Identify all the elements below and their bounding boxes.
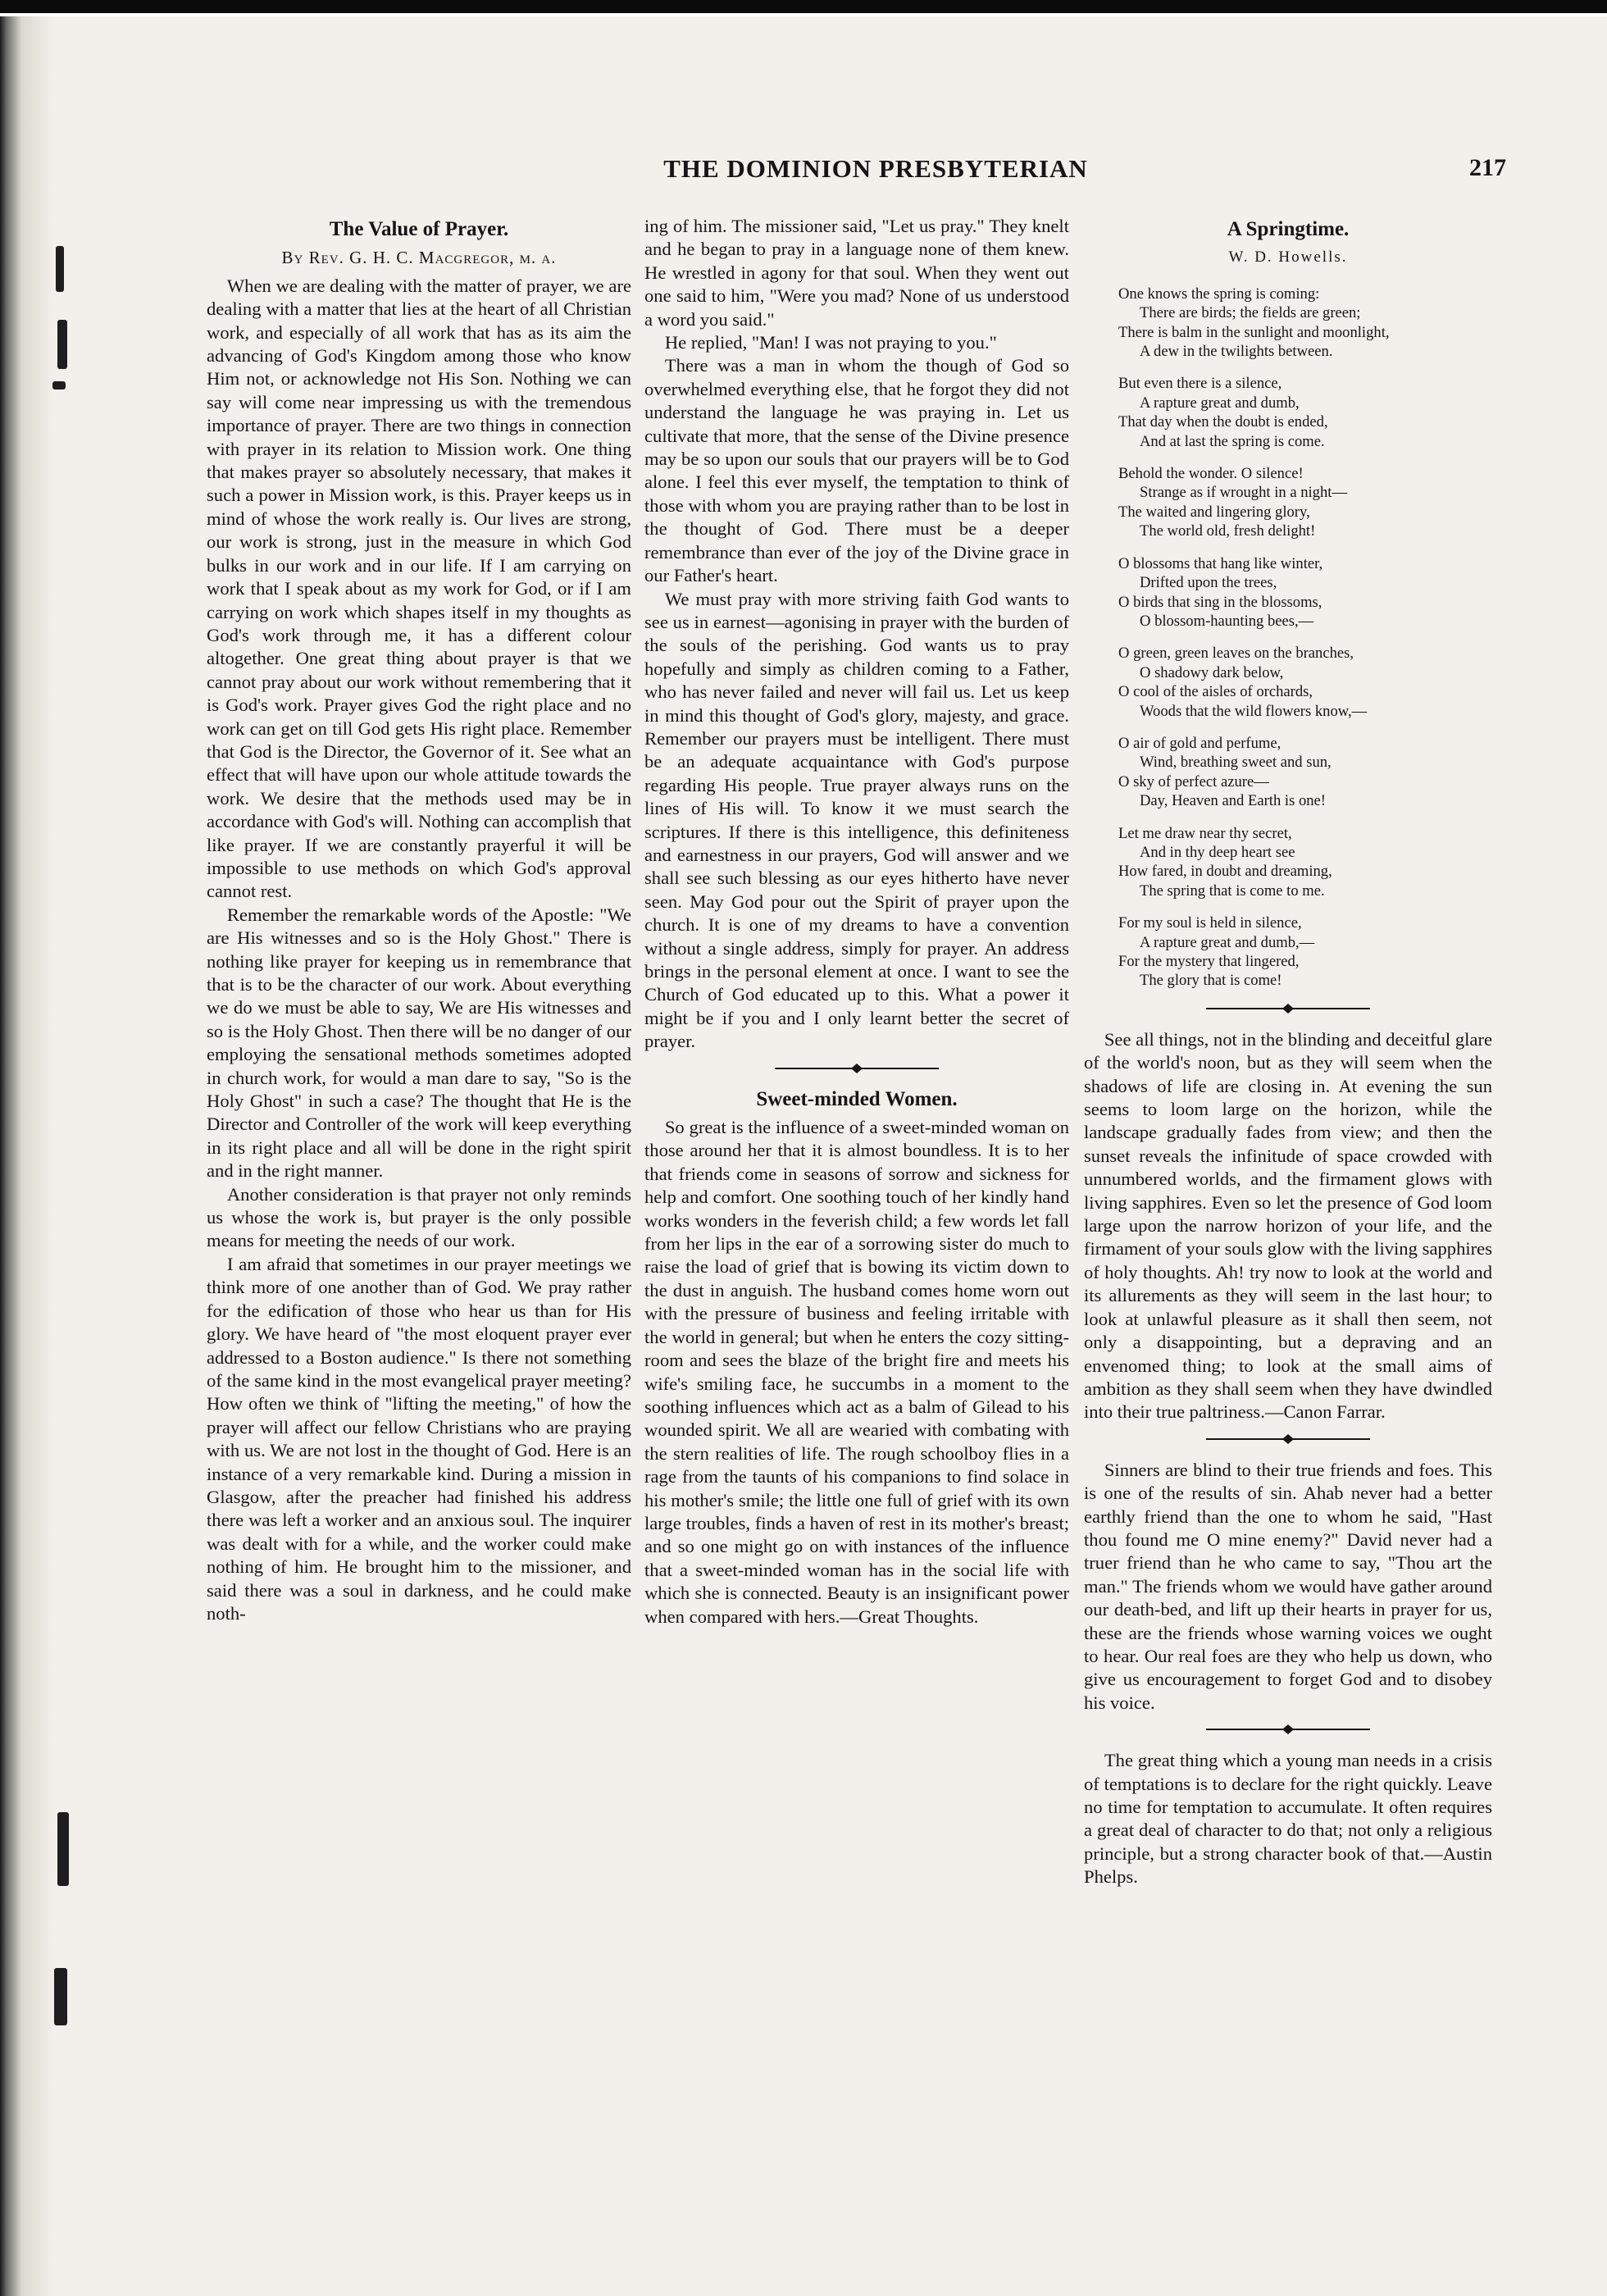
poem-line: How fared, in doubt and dreaming,	[1118, 863, 1332, 881]
poem-stanza	[1118, 285, 1492, 362]
article-paragraph: Sinners are blind to their true friends and foes. This is one of the results of sin. Ahab never had a better earthly friend than the one to whom he said, "Hast thou found me O mine enemy?" David never had a truer friend than he who came to say, "Thou art the man." The friends whom we would have gather around our death-bed, and lift up their hearts in prayer for us, these are the friends whose warning voices we ought to hear. Our real foes are they who help us down, who give us encouragement to forget God and to disobey his voice.	[1084, 1459, 1492, 1713]
binding-mark	[57, 320, 67, 369]
article-title: Sweet-minded Women.	[756, 1087, 958, 1110]
article-paragraph: Another consideration is that prayer not only reminds us whose the work is, but prayer is the only possible means for meeting the needs of our work.	[207, 1183, 631, 1251]
poem-line: A dew in the twilights between.	[1140, 343, 1333, 361]
article-paragraph: Remember the remarkable words of the Apostle: "We are His witnesses and so is the Holy Ghost." There is nothing like prayer for keeping us in remembrance that that is to be the character of our work. About everything we do we must be able to say, We are His witnesses and so is the Holy Ghost. Then there will be no danger of our employing the sensational methods sometimes adopted in church work, for would a man dare to say, "So is the Holy Ghost" in such a case? The thought that He is the Director and Controller of the work will keep everything in its right place and all will be done in the right spirit and in the right manner.	[207, 904, 631, 1182]
poem-line: That day when the doubt is ended,	[1118, 413, 1328, 431]
article-paragraph: He replied, "Man! I was not praying to you."	[664, 332, 997, 353]
poem-line: The glory that is come!	[1140, 972, 1282, 990]
column-2	[644, 215, 1069, 1629]
poem-line: The world old, fresh delight!	[1140, 522, 1316, 540]
article-paragraph: See all things, not in the blinding and deceitful glare of the world's noon, but as they will seem when the shadows of life are closing in. At evening the sun seems to loom large on the horizon, while the landscape gradually fades from view; and then the sunset reveals the infinitude of space crowded with unnumbered worlds, and the firmament glows with living sapphires. Even so let the presence of God loom large upon the narrow horizon of your life, and the firmament of your souls glow with the living sapphires of holy thoughts. Ah! try now to look at the world and its allurements as they will seem in the last hour; to look at unlawful pleasure as it shall then seem, not only a disappointing, but a depraving and an envenomed thing; to look at the small aims of ambition as they shall seem when they have dwindled into their true paltriness.—Canon Farrar.	[1084, 1028, 1492, 1423]
ornamental-rule	[775, 1064, 939, 1073]
poem-line: And at last the spring is come.	[1140, 432, 1325, 450]
article-paragraph: There was a man in whom the though of God so overwhelmed everything else, that he forgot they did not understand the language he was praying in. Let us cultivate that more, that the sense of the Divine presence may be so upon our souls that our prayers will be to God alone. I feel this ever myself, the temptation to think of those with whom you are praying rather than to be lost in the thought of God. There must be a deeper remembrance than ever of the joy of the Divine grace in our Father's heart.	[644, 355, 1069, 586]
poem-line: Let me draw near thy secret,	[1118, 824, 1292, 842]
poem-line: O air of gold and perfume,	[1118, 734, 1282, 752]
poem-line: And in thy deep heart see	[1140, 843, 1295, 861]
article-paragraph: The great thing which a young man needs in a crisis of temptations is to declare for the right quickly. Leave no time for temptation to accumulate. It often requires a great deal of character to do that; not only a religious principle, but a strong character book of that.—Austin Phelps.	[1084, 1750, 1492, 1888]
poem-line: O cool of the aisles of orchards,	[1118, 683, 1313, 701]
poem-line: Strange as if wrought in a night—	[1140, 484, 1348, 502]
article-paragraph: We must pray with more striving faith God wants to see us in earnest—agonising in prayer with the burden of the souls of the perishing. God wants us to pray hopefully and simply as children coming to a Father, who has never failed and never will fail us. Let us keep in mind this thought of God's glory, majesty, and grace. Remember our prayers must be intelligent. There must be an adequate acquaintance with God's purpose regarding His people. True prayer always runs on the lines of His will. To know it we must search the scriptures. If there is this intelligence, this definiteness and earnestness in our prayers, God will answer and we shall see such blessing as our eyes hitherto have never seen. May God pour out the Spirit of prayer upon the church. It is one of my dreams to have a convention without a single address, simply for prayer. An address brings in the personal element at once. I want to see the Church of God educated up to this. What a power it might be if you and I only learnt better the secret of prayer.	[644, 588, 1069, 1052]
poem-line: Drifted upon the trees,	[1140, 574, 1277, 592]
article-paragraph: When we are dealing with the matter of prayer, we are dealing with a matter that lies at the heart of all Christian work, and especially of all work that has as its aim the advancing of God's Kingdom among those who know Him not, or acknowledge not His Son. Nothing we can say will come near impressing us with the tremendous importance of prayer. There are two things in connection with prayer in its relation to Mission work. One thing that makes prayer so absolutely necessary, that makes it such a power in Mission work, is this. Prayer keeps us in mind of whose the work really is. Our lives are strong, our work is strong, just in the measure in which God bulks in our work and in our life. If I am carrying on work that I speak about as my work for God, or if I am carrying on work which shapes itself in my thoughts as God's work through me, it has a different colour altogether. One great thing about prayer is that we cannot pray about our work without remembering that it is God's work. Prayer gives God the right place and no work can get on till God gets His right place. Remember that God is the Director, the Governor of it. See what an effect that will have upon our whole attitude towards the work. We desire that the methods used may be in accordance with God's will. Nothing can accomplish that like prayer. If we are constantly prayerful it will be impossible to use methods on which God's approval cannot rest.	[207, 275, 631, 902]
article-paragraph: ing of him. The missioner said, "Let us pray." They knelt and he began to pray in a language none of them knew. He wrestled in agony for that soul. When they went out one said to him, "Were you mad? None of us understood a word you said."	[644, 216, 1069, 330]
poem-line: Woods that the wild flowers know,—	[1140, 702, 1368, 720]
poem-line: Day, Heaven and Earth is one!	[1140, 792, 1326, 810]
poem-line: O blossoms that hang like winter,	[1118, 554, 1323, 572]
poem-line: There are birds; the fields are green;	[1140, 304, 1361, 322]
poem-line: O shadowy dark below,	[1140, 663, 1284, 681]
poem-stanza	[1118, 734, 1492, 811]
poem-line: One knows the spring is coming:	[1118, 285, 1320, 303]
ornamental-rule	[1206, 1004, 1370, 1014]
poem-line: For the mystery that lingered,	[1118, 953, 1300, 970]
poem-stanza	[1118, 913, 1492, 991]
page-number: 217	[1469, 154, 1506, 181]
poem-line: There is balm in the sunlight and moonlight,	[1118, 323, 1390, 341]
binding-edge	[0, 16, 21, 2296]
poem-author: W. D. Howells.	[1228, 248, 1348, 266]
article-paragraph: I am afraid that sometimes in our prayer meetings we think more of one another than of God. We pray rather for the edification of those who hear us than for His glory. We have heard of "the most eloquent prayer ever addressed to a Boston audience." Is there not something of the same kind in the most evangelical prayer meeting? How often we think of "lifting the meeting," of how the prayer will affect our fellow Christians who are praying with us. We are not lost in the thought of God. Here is an instance of a very remarkable kind. During a mission in Glasgow, after the preacher had finished his address there was left a worker and an anxious soul. The inquirer was dealt with for a while, and the worker could make nothing of him. He brought him to the missioner, and said there was a soul in darkness, and he could make noth-	[207, 1253, 631, 1624]
article-paragraph: So great is the influence of a sweet-minded woman on those around her that it is almost boundless. It is to her that friends come in seasons of sorrow and sickness for help and comfort. One soothing touch of her kindly hand works wonders in the feverish child; a few words let fall from her lips in the ear of a sorrowing sister do much to raise the load of grief that is bowing its victim down to the dust in anguish. The husband comes home worn out with the pressure of business and feeling irritable with the world in general; but when he enters the cozy sitting-room and sees the blaze of the bright fire and meets his wife's smiling face, he succumbs in a moment to the soothing influences which act as a balm of Gilead to his wounded spirit. We all are wearied with combating with the stern realities of life. The rough schoolboy flies in a rage from the taunts of his companions to find solace in his mother's smile; the little one full of grief with its own large troubles, finds a haven of rest in its mother's breast; and so one might go on with instances of the influence that a sweet-minded woman has in the social life with which she is connected. Beauty is an insignificant power when compared with hers.—Great Thoughts.	[644, 1117, 1069, 1627]
poem-stanza	[1118, 644, 1492, 721]
poem-line: A rapture great and dumb,	[1140, 394, 1300, 412]
poem-line: O green, green leaves on the branches,	[1118, 645, 1354, 663]
ornamental-rule	[1206, 1434, 1370, 1444]
page-gutter	[21, 16, 54, 2296]
poem-line: Behold the wonder. O silence!	[1118, 465, 1304, 483]
poem-line: The spring that is come to me.	[1140, 882, 1325, 900]
poem-stanza	[1118, 464, 1492, 541]
poem-line: A rapture great and dumb,—	[1140, 933, 1315, 951]
poem-title: A Springtime.	[1227, 218, 1350, 240]
column-1	[207, 215, 631, 1625]
scan-top-border	[0, 0, 1607, 13]
binding-mark	[56, 246, 64, 292]
poem-line: But even there is a silence,	[1118, 375, 1282, 393]
article-byline: By Rev. G. H. C. Macgregor, m. a.	[281, 248, 557, 268]
column-3	[1084, 215, 1492, 1889]
poem-line: O sky of perfect azure—	[1118, 772, 1269, 790]
poem-stanza	[1118, 824, 1492, 901]
poem-stanza	[1118, 374, 1492, 451]
poem-stanza	[1118, 554, 1492, 631]
running-head: THE DOMINION PRESBYTERIAN	[663, 154, 1088, 183]
poem-line: O blossom-haunting bees,—	[1140, 612, 1314, 630]
poem-line: For my soul is held in silence,	[1118, 914, 1302, 932]
ornamental-rule	[1206, 1724, 1370, 1734]
binding-mark	[57, 1812, 69, 1886]
poem-line: Wind, breathing sweet and sun,	[1140, 754, 1332, 772]
binding-mark	[52, 381, 66, 390]
poem-line: O birds that sing in the blossoms,	[1118, 593, 1322, 611]
binding-mark	[54, 1968, 67, 2025]
article-title: The Value of Prayer.	[329, 218, 509, 240]
poem-line: The waited and lingering glory,	[1118, 503, 1310, 521]
